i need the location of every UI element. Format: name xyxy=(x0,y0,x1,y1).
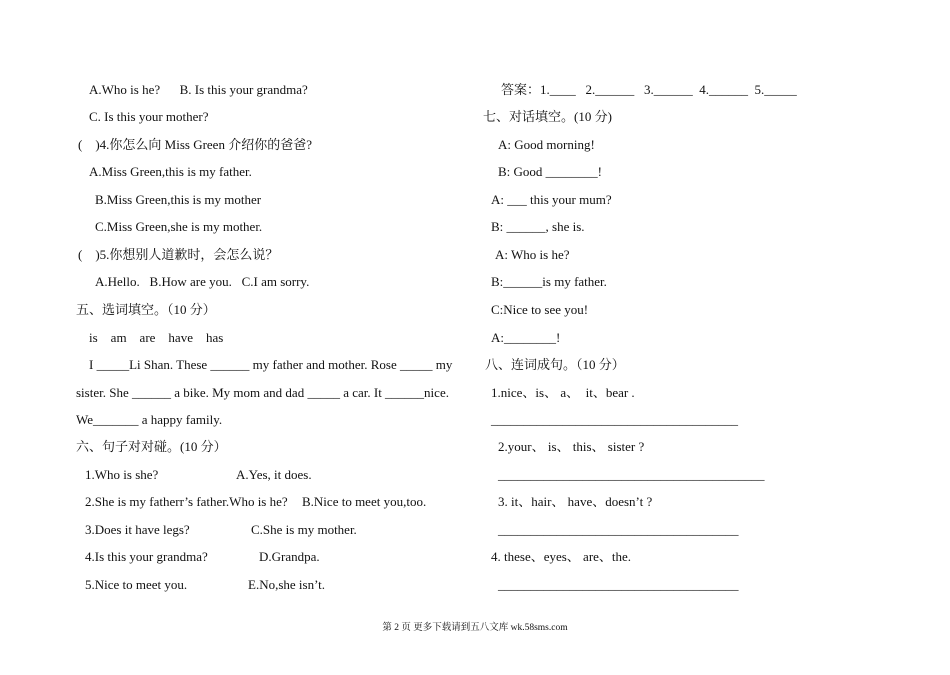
page-footer: 第 2 页 更多下载请到五八文库 wk.58sms.com xyxy=(382,623,568,633)
option-line: A.Miss Green,this is my father. xyxy=(89,164,252,179)
word-order-item: 1.nice、is、 a、 it、bear . xyxy=(491,385,635,400)
match-answer: A.Yes, it does. xyxy=(236,467,312,482)
option-line: C.Miss Green,she is my mother. xyxy=(95,219,263,234)
dialogue-line: A: Good morning! xyxy=(498,137,595,152)
match-answer: B.Nice to meet you,too. xyxy=(302,494,427,509)
section-6-heading: 六、句子对对碰。(10 分） xyxy=(76,439,227,454)
dialogue-line: A:________! xyxy=(491,330,561,345)
match-answer: E.No,she isn’t. xyxy=(248,577,326,592)
section-5-heading: 五、选词填空。（10 分） xyxy=(76,302,216,317)
match-question: 4.Is this your grandma? xyxy=(85,549,208,564)
fill-blank-line: I _____Li Shan. These ______ my father and mother. Rose _____ my xyxy=(89,357,453,372)
answer-line: _____________________________________ xyxy=(498,522,739,537)
dialogue-line: B:______is my father. xyxy=(491,274,607,289)
question-4: ( )4.你怎么向 Miss Green 介绍你的爸爸? xyxy=(78,137,312,152)
answer-line: _____________________________________ xyxy=(498,577,739,592)
match-answer: C.She is my mother. xyxy=(251,522,357,537)
section-7-heading: 七、对话填空。(10 分) xyxy=(483,109,612,124)
dialogue-line: C:Nice to see you! xyxy=(491,302,589,317)
dialogue-line: B: Good ________! xyxy=(498,164,602,179)
option-line: A.Who is he? B. Is this your grandma? xyxy=(89,82,308,97)
match-question: 3.Does it have legs? xyxy=(85,522,190,537)
word-order-item: 2.your、 is、 this、 sister ? xyxy=(498,439,645,454)
fill-blank-line: sister. She ______ a bike. My mom and dad _____ a car. It ______nice. xyxy=(76,385,449,400)
option-line: A.Hello. B.How are you. C.I am sorry. xyxy=(95,274,310,289)
match-answer: D.Grandpa. xyxy=(259,549,320,564)
match-question: 5.Nice to meet you. xyxy=(85,577,188,592)
dialogue-line: A: ___ this your mum? xyxy=(491,192,612,207)
option-line: B.Miss Green,this is my mother xyxy=(95,192,262,207)
dialogue-line: A: Who is he? xyxy=(495,247,570,262)
answer-blanks: 答案：1.____ 2.______ 3.______ 4.______ 5._____ xyxy=(501,82,797,97)
word-bank: is am are have has xyxy=(89,330,224,345)
match-question: 2.She is my fatherr’s father.Who is he? xyxy=(85,494,288,509)
match-question: 1.Who is she? xyxy=(85,467,159,482)
option-line: C. Is this your mother? xyxy=(89,109,209,124)
dialogue-line: B: ______, she is. xyxy=(491,219,585,234)
word-order-item: 4. these、eyes、 are、the. xyxy=(491,549,632,564)
answer-line: _________________________________________ xyxy=(498,467,765,482)
section-8-heading: 八、连词成句。（10 分） xyxy=(485,357,625,372)
question-5: ( )5.你想别人道歉时，会怎么说？ xyxy=(78,247,279,262)
fill-blank-line: We_______ a happy family. xyxy=(76,412,223,427)
word-order-item: 3. it、hair、 have、doesn’t ? xyxy=(498,494,653,509)
answer-line: ______________________________________ xyxy=(491,412,738,427)
